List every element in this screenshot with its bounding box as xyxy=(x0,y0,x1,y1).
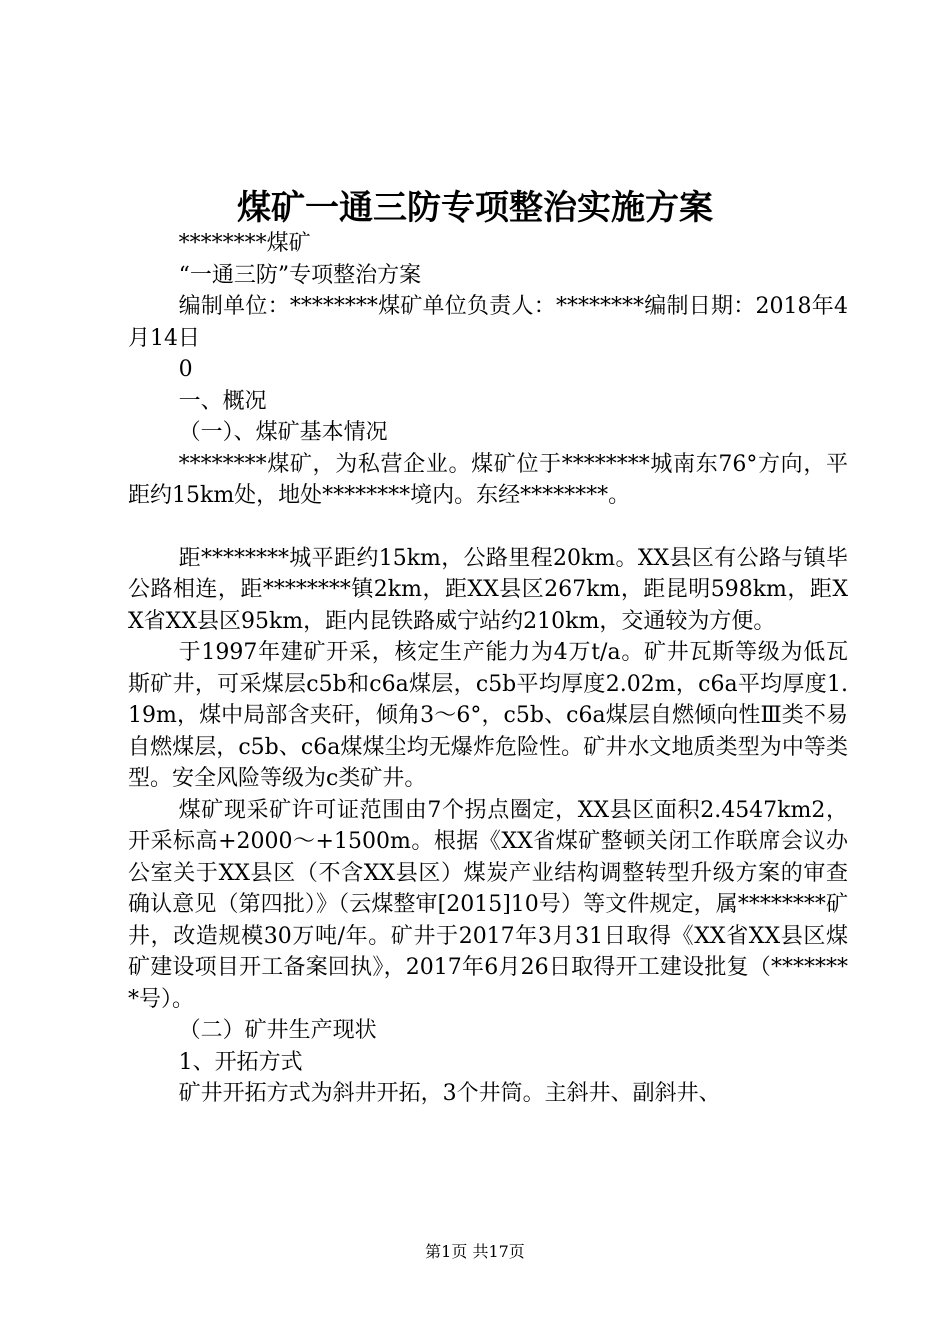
paragraph-plan-name: “一通三防”专项整治方案 xyxy=(178,262,422,288)
paragraph-transport: 距********城平距约15km，公路里程20km。XX县区有公路与镇毕公路相连，距********镇2km，距XX县区267km，距昆明598km，距XX省XX县区95km，距内昆铁路威宁站约210km，交通较为方便。 xyxy=(128,545,848,634)
paragraph-compile-info: 编制单位：********煤矿单位负责人：********编制日期：2018年4月14日 xyxy=(128,294,848,351)
section-heading-overview: 一、概况 xyxy=(178,388,267,414)
subsection-heading-status: （二）矿井生产现状 xyxy=(178,1018,377,1043)
document-title: 煤矿一通三防专项整治实施方案 xyxy=(237,188,713,228)
paragraph-location: ********煤矿，为私营企业。煤矿位于********城南东76°方向，平距约15km处，地处********境内。东经********。 xyxy=(128,451,848,508)
paragraph-development: 矿井开拓方式为斜井开拓，3个井筒。主斜井、副斜井、 xyxy=(178,1081,721,1106)
page-number-footer: 第1页 共17页 xyxy=(425,1242,525,1261)
paragraph-zero: 0 xyxy=(178,357,193,382)
subsection-heading-basic-info: （一）、煤矿基本情况 xyxy=(178,420,388,445)
item-heading-development: 1、开拓方式 xyxy=(178,1049,303,1075)
paragraph-license: 煤矿现采矿许可证范围由7个拐点圈定，XX县区面积2.4547km2，开采标高+2000～+1500m。根据《XX省煤矿整顿关闭工作联席会议办公室关于XX县区（不含XX县区）煤炭产业结构调整转型升级方案的审查确认意见（第四批）》（云煤整审[2015]10号）等文件规定，属********矿井，改造规模30万吨/年。矿井于2017年3月31日取得《XX省XX县区煤矿建设项目开工备案回执》，2017年6月26日取得开工建设批复（********号）。 xyxy=(128,797,848,1012)
document-body xyxy=(128,228,848,1110)
paragraph-mine-name: ********煤矿 xyxy=(178,231,311,256)
paragraph-production: 于1997年建矿开采，核定生产能力为4万t/a。矿井瓦斯等级为低瓦斯矿井，可采煤层c5b和c6a煤层，c5b平均厚度2.02m，c6a平均厚度1.19m，煤中局部含夹矸，倾角3～6°，c5b、c6a煤层自燃倾向性Ⅲ类不易自燃煤层，c5b、c6a煤煤尘均无爆炸危险性。矿井水文地质类型为中等类型。安全风险等级为c类矿井。 xyxy=(128,640,848,791)
